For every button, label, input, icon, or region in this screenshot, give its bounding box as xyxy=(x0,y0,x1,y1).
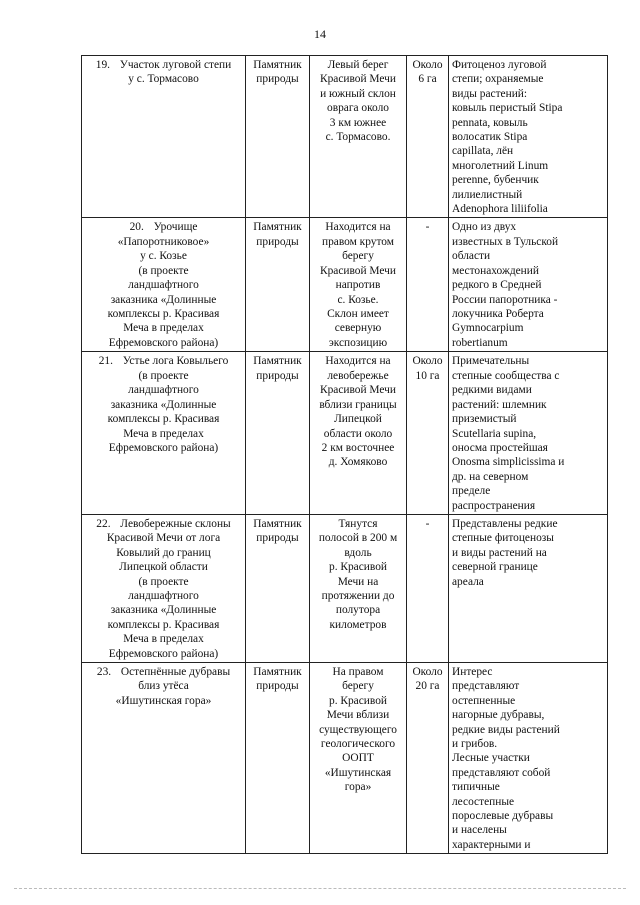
text-line: Ефремовского района) xyxy=(108,647,219,660)
text-line: комплексы р. Красивая xyxy=(107,307,220,320)
text-line: На правом xyxy=(332,666,384,678)
text-line: полосой в 200 м xyxy=(318,532,398,545)
text-line: Липецкой xyxy=(334,413,382,426)
text-line: Фитоценоз луговой xyxy=(452,59,547,71)
text-line: ареала xyxy=(452,575,484,588)
protected-areas-table xyxy=(81,55,608,854)
text-line: Ефремовского района) xyxy=(108,336,219,349)
text-line: вдоль xyxy=(344,546,372,559)
text-line: Меча в пределах xyxy=(123,322,204,335)
text-line: (в проекте xyxy=(138,264,189,277)
text-line: растений: шлемник xyxy=(452,398,547,411)
text-line: лилиелистный xyxy=(452,188,523,201)
text-line: оврага около xyxy=(327,102,389,115)
text-line: известных в Тульской xyxy=(452,235,559,248)
area-cell xyxy=(407,352,449,514)
area-cell xyxy=(407,514,449,662)
category-cell xyxy=(246,514,310,662)
text-line: Левый берег xyxy=(327,59,389,71)
text-line: perenne, бубенчик xyxy=(452,174,539,187)
text-line: Одно из двух xyxy=(452,221,517,234)
category-cell xyxy=(246,218,310,352)
text-line: 2 км восточнее xyxy=(321,441,395,454)
text-line: северной границе xyxy=(452,561,538,574)
text-line: ковыль перистый Stipa xyxy=(452,102,563,115)
text-line: остепненные xyxy=(452,694,516,707)
text-line: Устье лога Ковыльего xyxy=(122,355,229,368)
text-line: берегу xyxy=(342,680,374,693)
text-line: robertianum xyxy=(452,336,508,349)
page-number: 14 xyxy=(314,27,326,41)
area-cell xyxy=(407,218,449,352)
text-line: характерными и xyxy=(452,838,531,851)
text-line: у с. Козье xyxy=(140,250,187,263)
text-line: Около xyxy=(412,355,443,368)
text-line: Onosma simplicissima и xyxy=(452,456,565,469)
text-line: волосатик Stipa xyxy=(452,131,528,144)
text-line: Склон имеет xyxy=(327,307,389,320)
table-row xyxy=(82,218,608,352)
table-row xyxy=(82,352,608,514)
text-line: «Ишутинская xyxy=(324,766,392,779)
text-line: природы xyxy=(256,235,299,248)
row-number: 20. xyxy=(129,221,144,234)
text-line: природы xyxy=(256,532,299,545)
text-line: Участок луговой степи xyxy=(119,59,232,71)
text-line: (в проекте xyxy=(138,575,189,588)
name-cell xyxy=(82,352,246,514)
location-cell xyxy=(310,663,407,854)
text-line: Красивой Мечи xyxy=(319,73,396,86)
text-line: Меча в пределах xyxy=(123,633,204,646)
text-line: северную xyxy=(334,322,382,335)
text-line: левобережье xyxy=(327,369,389,382)
text-line: нагорные дубравы, xyxy=(452,709,545,722)
description-cell xyxy=(449,218,608,352)
text-line: напротив xyxy=(335,279,381,292)
text-line: с. Тормасово. xyxy=(325,131,391,144)
text-line: редкие виды растений xyxy=(452,723,560,736)
text-line: степи; охраняемые xyxy=(452,73,544,86)
text-line: близ утёса xyxy=(138,680,189,693)
text-line: редкими видами xyxy=(452,384,532,397)
text-line: природы xyxy=(256,680,299,693)
text-line: Красивой Мечи xyxy=(319,384,396,397)
text-line: пределе xyxy=(452,485,491,498)
category-cell xyxy=(246,56,310,218)
category-cell xyxy=(246,663,310,854)
text-line: Красивой Мечи xyxy=(319,264,396,277)
text-line: степные сообщества с xyxy=(452,369,560,382)
text-line: Представлены редкие xyxy=(452,517,558,530)
text-line: Adenophora liliifolia xyxy=(452,203,548,216)
text-line: Находится на xyxy=(325,355,391,368)
text-line: р. Красивой xyxy=(329,561,387,574)
text-line: локучника Роберта xyxy=(452,307,544,320)
text-line: протяжении до xyxy=(321,589,395,602)
text-line: Gymnocarpium xyxy=(452,322,524,335)
name-cell xyxy=(82,56,246,218)
text-line: области xyxy=(452,250,491,263)
page-bottom-edge xyxy=(14,888,626,889)
location-cell xyxy=(310,514,407,662)
text-line: вблизи границы xyxy=(319,398,397,411)
text-line: ландшафтного xyxy=(128,279,199,292)
text-line: виды растений: xyxy=(452,87,528,100)
description-cell xyxy=(449,56,608,218)
row-number: 22. xyxy=(96,517,111,530)
text-line: гора» xyxy=(344,781,372,794)
description-cell xyxy=(449,352,608,514)
text-line: местонахождений xyxy=(452,264,539,277)
text-line: Урочище xyxy=(153,221,198,234)
text-line: километров xyxy=(329,618,387,631)
text-line: Мечи на xyxy=(337,575,379,588)
text-line: capillata, лён xyxy=(452,145,514,158)
text-line: pennata, ковыль xyxy=(452,116,528,129)
text-line: Scutellaria supina, xyxy=(452,427,537,440)
text-line: Остепнённые дубравы xyxy=(120,666,231,678)
text-line: д. Хомяково xyxy=(328,456,388,469)
text-line: Памятник xyxy=(253,666,302,678)
row-number: 23. xyxy=(96,666,112,678)
text-line: заказника «Долинные xyxy=(110,398,217,411)
text-line: Левобережные склоны xyxy=(120,517,231,530)
text-line: берегу xyxy=(342,250,374,263)
text-line: 6 га xyxy=(418,73,437,86)
text-line: Около xyxy=(412,666,443,678)
text-line: Ефремовского района) xyxy=(108,441,219,454)
text-line: области около xyxy=(323,427,393,440)
text-line: Мечи вблизи xyxy=(326,709,390,722)
text-line: существующего xyxy=(319,723,397,736)
text-line: геологического xyxy=(320,738,396,751)
text-line: комплексы р. Красивая xyxy=(107,413,220,426)
text-line: оносма простейшая xyxy=(452,441,548,454)
text-line: у с. Тормасово xyxy=(128,73,199,86)
text-line: Тянутся xyxy=(338,517,378,530)
table-body xyxy=(82,56,608,854)
text-line: многолетний Linum xyxy=(452,159,549,172)
location-cell xyxy=(310,352,407,514)
text-line: природы xyxy=(256,73,299,86)
text-line: «Папоротниковое» xyxy=(117,235,210,248)
row-number: 21. xyxy=(98,355,113,368)
category-cell xyxy=(246,352,310,514)
text-line: 3 км южнее xyxy=(329,116,387,129)
text-line: лесостепные xyxy=(452,795,515,808)
text-line: Памятник xyxy=(253,59,302,71)
text-line: Памятник xyxy=(253,517,302,530)
text-line: др. на северном xyxy=(452,470,529,483)
name-cell xyxy=(82,218,246,352)
text-line: 10 га xyxy=(415,369,440,382)
text-line: представляют собой xyxy=(452,766,551,779)
text-line: Памятник xyxy=(253,221,302,234)
text-line: ландшафтного xyxy=(128,589,199,602)
location-cell xyxy=(310,56,407,218)
text-line: представляют xyxy=(452,680,520,693)
text-line: с. Козье. xyxy=(337,293,379,306)
text-line: - xyxy=(425,517,430,530)
text-line: Около xyxy=(412,59,443,71)
text-line: приземистый xyxy=(452,413,517,426)
text-line: Ковылий до границ xyxy=(116,546,211,559)
text-line: правом крутом xyxy=(322,235,394,248)
row-number: 19. xyxy=(95,59,110,71)
text-line: экспозицию xyxy=(328,336,388,349)
text-line: заказника «Долинные xyxy=(110,604,217,617)
text-line: Находится на xyxy=(325,221,391,234)
text-line: (в проекте xyxy=(138,369,189,382)
text-line: Меча в пределах xyxy=(123,427,204,440)
text-line: 20 га xyxy=(415,680,440,693)
area-cell xyxy=(407,56,449,218)
text-line: заказника «Долинные xyxy=(110,293,217,306)
area-cell xyxy=(407,663,449,854)
text-line: и грибов. xyxy=(452,738,498,751)
text-line: и южный склон xyxy=(320,87,396,100)
name-cell xyxy=(82,514,246,662)
text-line: и виды растений на xyxy=(452,546,547,559)
text-line: «Ишутинская гора» xyxy=(115,694,212,707)
text-line: - xyxy=(425,221,430,234)
text-line: Примечательны xyxy=(452,355,530,368)
location-cell xyxy=(310,218,407,352)
text-line: полутора xyxy=(335,604,381,617)
text-line: редкого в Средней xyxy=(452,279,542,292)
text-line: России папоротника - xyxy=(452,293,558,306)
text-line: типичные xyxy=(452,781,500,794)
text-line: ООПТ xyxy=(342,752,374,765)
text-line: степные фитоценозы xyxy=(452,532,554,545)
text-line: распространения xyxy=(452,499,536,512)
text-line: порослевые дубравы xyxy=(452,810,554,823)
text-line: Памятник xyxy=(253,355,302,368)
text-line: Лесные участки xyxy=(452,752,530,765)
table-row xyxy=(82,56,608,218)
name-cell xyxy=(82,663,246,854)
text-line: ландшафтного xyxy=(128,384,199,397)
table-row xyxy=(82,514,608,662)
text-line: природы xyxy=(256,369,299,382)
text-line: и населены xyxy=(452,824,507,837)
text-line: р. Красивой xyxy=(329,694,387,707)
table-row xyxy=(82,663,608,854)
text-line: Интерес xyxy=(452,666,493,678)
text-line: Красивой Мечи от лога xyxy=(106,532,221,545)
description-cell xyxy=(449,663,608,854)
text-line: комплексы р. Красивая xyxy=(107,618,220,631)
description-cell xyxy=(449,514,608,662)
text-line: Липецкой области xyxy=(119,561,208,574)
